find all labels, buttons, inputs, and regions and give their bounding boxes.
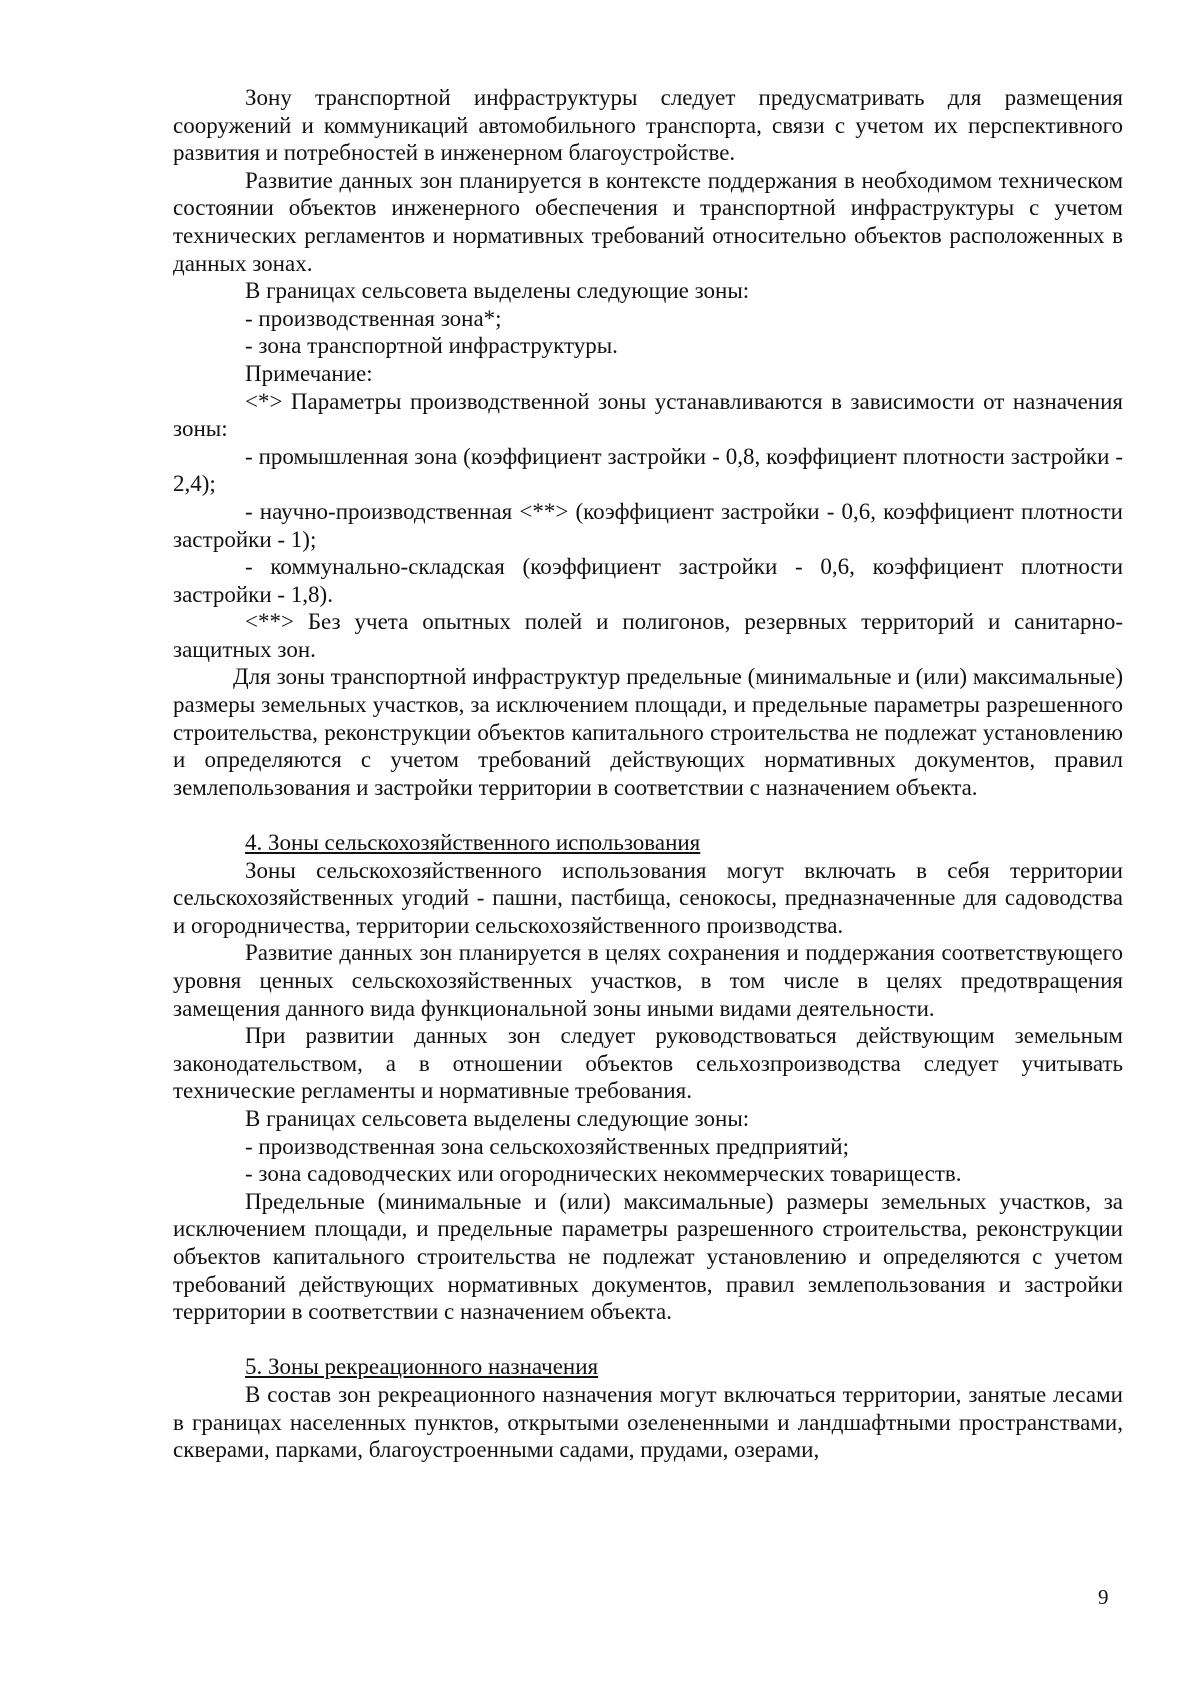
section-heading: 5. Зоны рекреационного назначения bbox=[245, 1354, 599, 1380]
list-item: - производственная зона сельскохозяйственных предприятий; bbox=[245, 1133, 850, 1159]
paragraph: Развитие данных зон планируется в целях сохранения и поддержания соответствующего уровня ценных сельскохозяйственных участков, в том числе в целях предотвращения замещения данного вида функциональной зоны иными видами деятельности. bbox=[173, 940, 1123, 1021]
paragraph: Для зоны транспортной инфраструктур предельные (минимальные и (или) максимальные) размеры земельных участков, за исключением площади, и предельные параметры разрешенного строительства, реконструкции объектов капитального строительства не подлежат установлению и определяются с учетом требований действующих нормативных документов, правил землепользования и застройки территории в соответствии с назначением объекта. bbox=[173, 664, 1123, 800]
document-page bbox=[173, 84, 1123, 1464]
list-item: - научно-производственная <**> (коэффициент застройки - 0,6, коэффициент плотности застройки - 1); bbox=[173, 498, 1123, 552]
list-item: - зона садоводческих или огороднических некоммерческих товариществ. bbox=[245, 1161, 962, 1187]
paragraph: При развитии данных зон следует руководствоваться действующим земельным законодательством, а в отношении объектов сельхозпроизводства следует учитывать технические регламенты и нормативные требования. bbox=[173, 1023, 1123, 1104]
note-label: Примечание: bbox=[245, 360, 373, 386]
paragraph: В границах сельсовета выделены следующие зоны: bbox=[245, 1105, 750, 1131]
page-number: 9 bbox=[1098, 1585, 1109, 1609]
paragraph: В границах сельсовета выделены следующие зоны: bbox=[245, 278, 750, 304]
note-paragraph: <**> Без учета опытных полей и полигонов, резервных территорий и санитарно-защитных зон. bbox=[173, 609, 1123, 662]
spacer bbox=[173, 801, 1123, 829]
list-item: - коммунально-складская (коэффициент застройки - 0,6, коэффициент плотности застройки - 1,8). bbox=[173, 554, 1123, 607]
paragraph: Зоны сельскохозяйственного использования могут включать в себя территории сельскохозяйственных угодий - пашни, пастбища, сенокосы, предназначенные для садоводства и огородничества, территории сельскохозяйственного производства. bbox=[173, 857, 1123, 938]
section-heading: 4. Зоны сельскохозяйственного использования bbox=[245, 830, 701, 856]
paragraph: Развитие данных зон планируется в контексте поддержания в необходимом техническом состоянии объектов инженерного обеспечения и транспортной инфраструктуры с учетом технических регламентов и нормативных требований относительно объектов расположенных в данных зонах. bbox=[173, 167, 1123, 276]
note-paragraph: <*> Параметры производственной зоны устанавливаются в зависимости от назначения зоны: bbox=[173, 388, 1123, 442]
list-item: - промышленная зона (коэффициент застройки - 0,8, коэффициент плотности застройки - 2,4); bbox=[173, 443, 1123, 497]
spacer bbox=[173, 1326, 1123, 1354]
paragraph: Зону транспортной инфраструктуры следует предусматривать для размещения сооружений и коммуникаций автомобильного транспорта, связи с учетом их перспективного развития и потребностей в инженерном благоустройстве. bbox=[173, 85, 1123, 166]
paragraph: В состав зон рекреационного назначения могут включаться территории, занятые лесами в границах населенных пунктов, открытыми озелененными и ландшафтными пространствами, скверами, парками, благоустроенными садами, прудами, озерами, bbox=[173, 1381, 1123, 1463]
list-item: - производственная зона*; bbox=[245, 305, 502, 331]
list-item: - зона транспортной инфраструктуры. bbox=[245, 333, 618, 359]
paragraph: Предельные (минимальные и (или) максимальные) размеры земельных участков, за исключением площади, и предельные параметры разрешенного строительства, реконструкции объектов капитального строительства не подлежат установлению и определяются с учетом требований действующих нормативных документов, правил землепользования и застройки территории в соответствии с назначением объекта. bbox=[173, 1188, 1123, 1325]
